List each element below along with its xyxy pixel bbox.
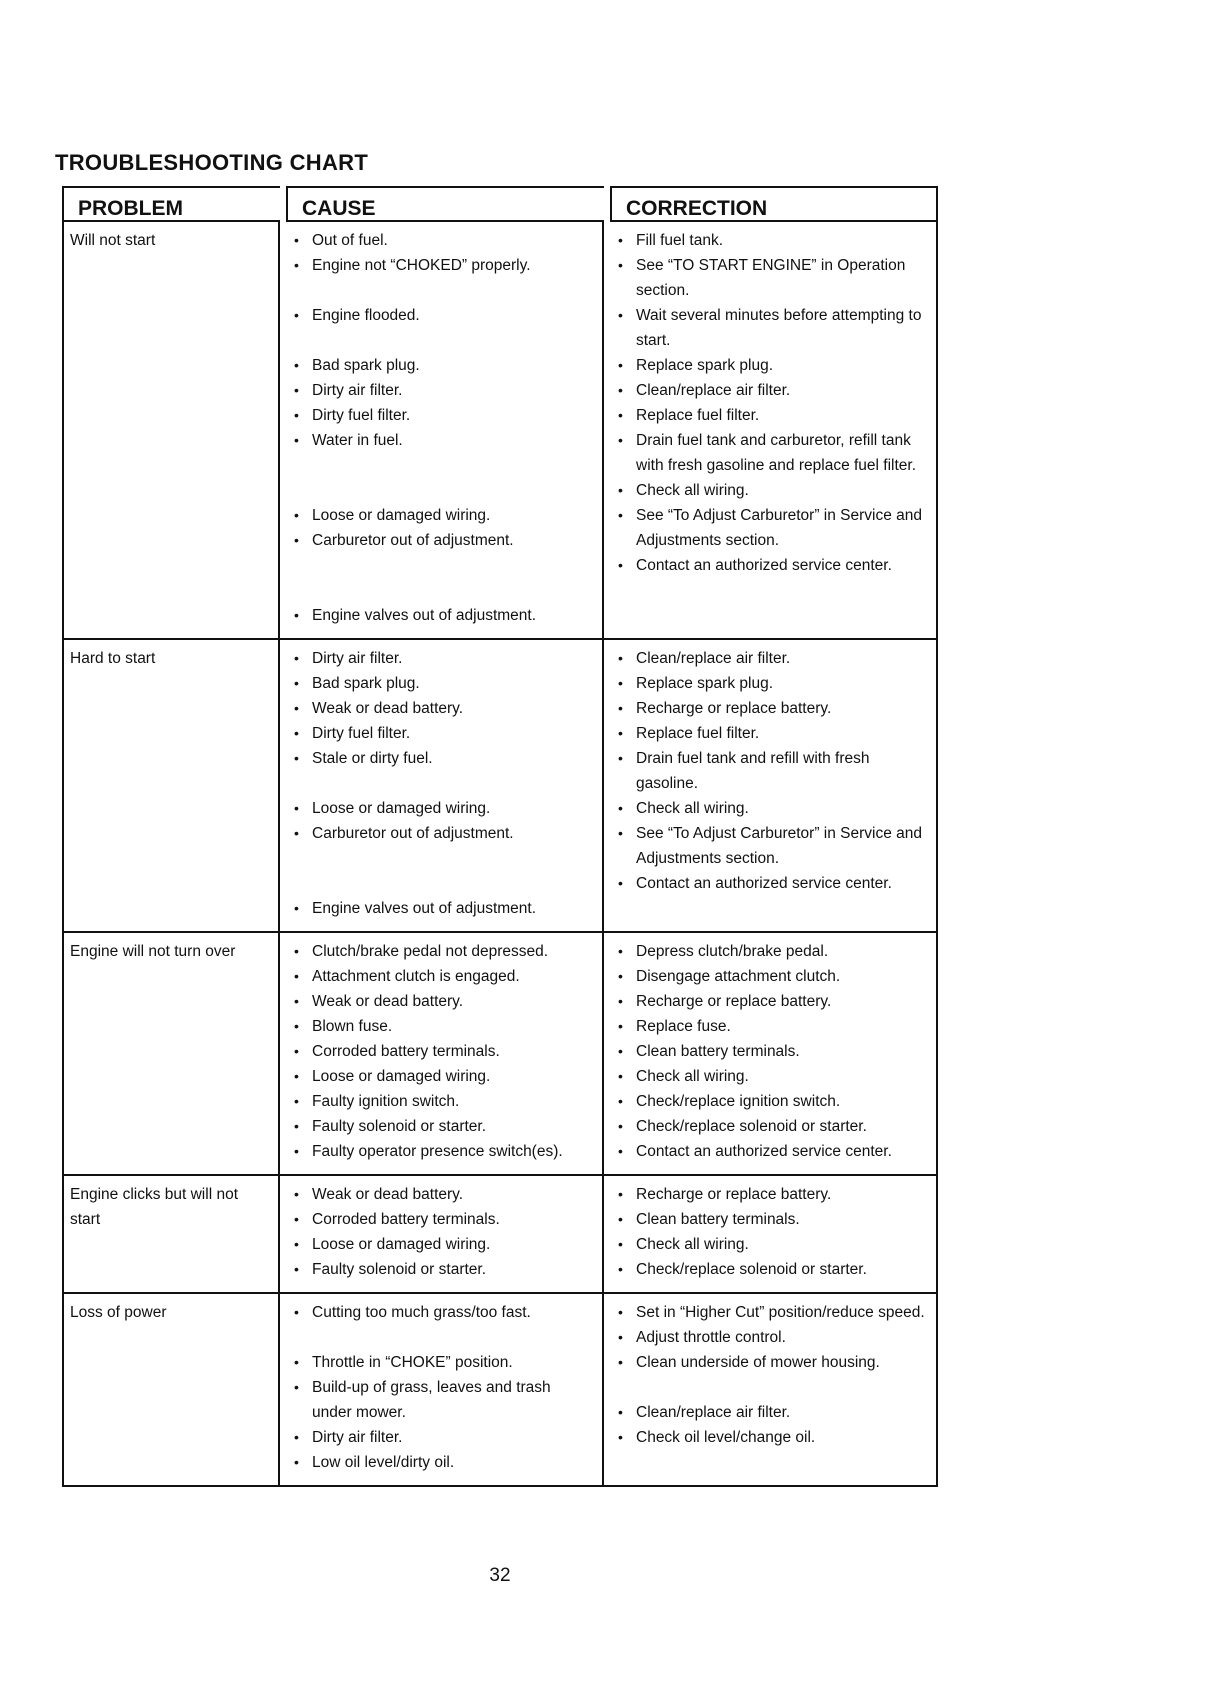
cause-list xyxy=(290,1300,594,1475)
table-body xyxy=(64,222,936,1485)
correction-item: • Check/replace solenoid or starter. xyxy=(614,1257,928,1282)
correction-item: • See “To Adjust Carburetor” in Service and Adjustments section. xyxy=(614,821,928,871)
correction-item: • Check all wiring. xyxy=(614,1064,928,1089)
correction-list xyxy=(614,939,928,1164)
cause-item: • Engine valves out of adjustment. xyxy=(290,603,594,628)
cause-item: • Stale or dirty fuel. xyxy=(290,746,594,771)
correction-cell xyxy=(604,640,936,931)
cause-item: • Weak or dead battery. xyxy=(290,989,594,1014)
problem-cell: Loss of power xyxy=(64,1294,280,1485)
correction-item: • Replace fuse. xyxy=(614,1014,928,1039)
cause-item: • Carburetor out of adjustment. xyxy=(290,821,594,846)
table-row xyxy=(64,222,936,640)
correction-item: • See “TO START ENGINE” in Operation section. xyxy=(614,253,928,303)
correction-item: • Check oil level/change oil. xyxy=(614,1425,928,1450)
cause-item: • Dirty air filter. xyxy=(290,378,594,403)
header-problem: PROBLEM xyxy=(64,186,280,222)
correction-item: • Replace spark plug. xyxy=(614,671,928,696)
correction-item: • Set in “Higher Cut” position/reduce speed. xyxy=(614,1300,928,1325)
cause-cell xyxy=(280,222,604,638)
cause-item: • Dirty air filter. xyxy=(290,646,594,671)
cause-item: • Faulty operator presence switch(es). xyxy=(290,1139,594,1164)
cause-item: • Dirty air filter. xyxy=(290,1425,594,1450)
correction-item: • Contact an authorized service center. xyxy=(614,553,928,578)
correction-item: • Contact an authorized service center. xyxy=(614,1139,928,1164)
cause-item: • Corroded battery terminals. xyxy=(290,1039,594,1064)
cause-list xyxy=(290,228,594,628)
cause-item: • Dirty fuel filter. xyxy=(290,721,594,746)
correction-item: • Adjust throttle control. xyxy=(614,1325,928,1350)
correction-list xyxy=(614,1182,928,1282)
correction-item: • Depress clutch/brake pedal. xyxy=(614,939,928,964)
cause-item: • Loose or damaged wiring. xyxy=(290,1064,594,1089)
correction-item: • See “To Adjust Carburetor” in Service and Adjustments section. xyxy=(614,503,928,553)
table-row xyxy=(64,640,936,933)
cause-item: • Cutting too much grass/too fast. xyxy=(290,1300,594,1325)
header-cause: CAUSE xyxy=(286,186,604,222)
cause-item: • Faulty solenoid or starter. xyxy=(290,1257,594,1282)
cause-item: • Bad spark plug. xyxy=(290,353,594,378)
problem-cell: Engine will not turn over xyxy=(64,933,280,1174)
correction-item: • Check/replace ignition switch. xyxy=(614,1089,928,1114)
cause-list xyxy=(290,1182,594,1282)
cause-item: • Out of fuel. xyxy=(290,228,594,253)
correction-list xyxy=(614,646,928,896)
correction-cell xyxy=(604,933,936,1174)
page-number: 32 xyxy=(489,1565,511,1586)
correction-list xyxy=(614,228,928,578)
cause-cell xyxy=(280,933,604,1174)
correction-item: • Clean underside of mower housing. xyxy=(614,1350,928,1375)
correction-item: • Clean/replace air filter. xyxy=(614,646,928,671)
chart-title: TROUBLESHOOTING CHART xyxy=(55,150,369,175)
correction-item: • Contact an authorized service center. xyxy=(614,871,928,896)
cause-item: • Carburetor out of adjustment. xyxy=(290,528,594,553)
cause-item: • Water in fuel. xyxy=(290,428,594,453)
correction-item: • Clean/replace air filter. xyxy=(614,378,928,403)
correction-item: • Recharge or replace battery. xyxy=(614,696,928,721)
correction-item: • Recharge or replace battery. xyxy=(614,1182,928,1207)
correction-item: • Wait several minutes before attempting to start. xyxy=(614,303,928,353)
correction-item: • Fill fuel tank. xyxy=(614,228,928,253)
correction-cell xyxy=(604,222,936,638)
table-row xyxy=(64,1294,936,1485)
header-correction: CORRECTION xyxy=(610,186,936,222)
cause-item: • Clutch/brake pedal not depressed. xyxy=(290,939,594,964)
correction-item: • Clean battery terminals. xyxy=(614,1207,928,1232)
correction-item: • Drain fuel tank and carburetor, refill tank with fresh gasoline and replace fuel filter. xyxy=(614,428,928,478)
cause-item: • Loose or damaged wiring. xyxy=(290,503,594,528)
cause-item: • Attachment clutch is engaged. xyxy=(290,964,594,989)
cause-item: • Loose or damaged wiring. xyxy=(290,1232,594,1257)
correction-item: • Drain fuel tank and refill with fresh gasoline. xyxy=(614,746,928,796)
cause-item: • Weak or dead battery. xyxy=(290,1182,594,1207)
cause-item: • Loose or damaged wiring. xyxy=(290,796,594,821)
cause-item: • Faulty solenoid or starter. xyxy=(290,1114,594,1139)
correction-item: • Check all wiring. xyxy=(614,796,928,821)
correction-item: • Check all wiring. xyxy=(614,478,928,503)
cause-item: • Engine valves out of adjustment. xyxy=(290,896,594,921)
table-row xyxy=(64,1176,936,1294)
cause-item: • Weak or dead battery. xyxy=(290,696,594,721)
correction-item: • Check/replace solenoid or starter. xyxy=(614,1114,928,1139)
table-header xyxy=(64,186,936,222)
correction-item: • Recharge or replace battery. xyxy=(614,989,928,1014)
correction-list xyxy=(614,1300,928,1450)
cause-item: • Corroded battery terminals. xyxy=(290,1207,594,1232)
cause-cell xyxy=(280,640,604,931)
correction-item: • Disengage attachment clutch. xyxy=(614,964,928,989)
cause-item: • Low oil level/dirty oil. xyxy=(290,1450,594,1475)
correction-item: • Check all wiring. xyxy=(614,1232,928,1257)
problem-cell: Will not start xyxy=(64,222,280,638)
cause-item: • Faulty ignition switch. xyxy=(290,1089,594,1114)
troubleshooting-table xyxy=(62,186,938,1487)
correction-item: • Clean/replace air filter. xyxy=(614,1400,928,1425)
cause-item: • Dirty fuel filter. xyxy=(290,403,594,428)
cause-item: • Build-up of grass, leaves and trash under mower. xyxy=(290,1375,594,1425)
correction-item: • Replace fuel filter. xyxy=(614,403,928,428)
cause-list xyxy=(290,646,594,921)
cause-cell xyxy=(280,1176,604,1292)
cause-item: • Blown fuse. xyxy=(290,1014,594,1039)
problem-cell: Hard to start xyxy=(64,640,280,931)
correction-item: • Replace spark plug. xyxy=(614,353,928,378)
problem-cell: Engine clicks but will not start xyxy=(64,1176,280,1292)
correction-cell xyxy=(604,1176,936,1292)
correction-item: • Clean battery terminals. xyxy=(614,1039,928,1064)
correction-cell xyxy=(604,1294,936,1485)
cause-item: • Engine flooded. xyxy=(290,303,594,328)
cause-item: • Throttle in “CHOKE” position. xyxy=(290,1350,594,1375)
cause-list xyxy=(290,939,594,1164)
cause-cell xyxy=(280,1294,604,1485)
cause-item: • Bad spark plug. xyxy=(290,671,594,696)
table-row xyxy=(64,933,936,1176)
cause-item: • Engine not “CHOKED” properly. xyxy=(290,253,594,278)
correction-item: • Replace fuel filter. xyxy=(614,721,928,746)
